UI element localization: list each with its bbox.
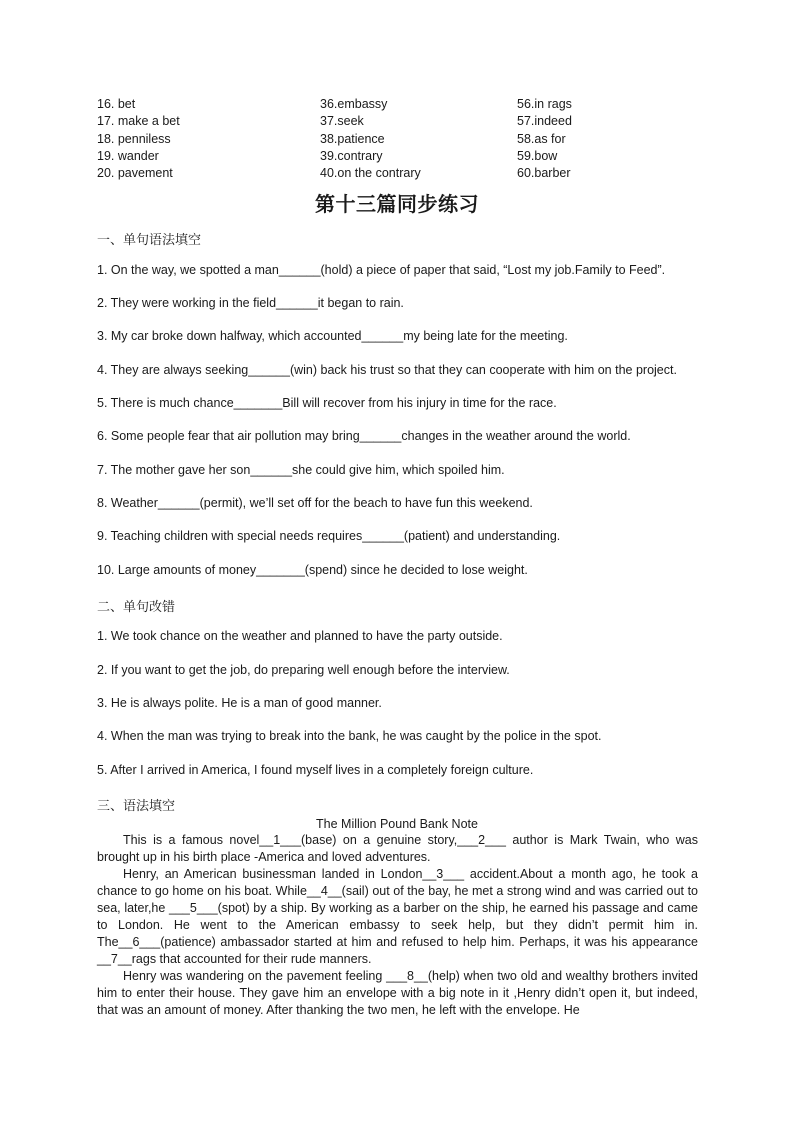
passage-paragraph: This is a famous novel__1___(base) on a genuine story,___2___ author is Mark Twain, who was brought up in his birth place -America and loved adventures.: [97, 833, 698, 864]
vocab-item: 39.contrary: [320, 148, 383, 163]
exercise-item: 7. The mother gave her son______she could give him, which spoiled him.: [97, 463, 505, 477]
correction-item: 1. We took chance on the weather and planned to have the party outside.: [97, 629, 503, 643]
vocab-column-3: [517, 96, 717, 182]
vocab-column-2: [320, 96, 517, 182]
vocab-item: 20. pavement: [97, 166, 173, 181]
vocab-item: 59.bow: [517, 148, 558, 163]
passage-paragraph: Henry was wandering on the pavement feeling ___8__(help) when two old and wealthy brothers invited him to enter their house. They gave him an envelope with a big note in it ,Henry didn’t open it, but indeed, that was an amount of money. After thanking the two men, he left with the envelope. He: [97, 969, 698, 1017]
passage-title: The Million Pound Bank Note: [316, 817, 478, 831]
page-title: 第十三篇同步练习: [315, 192, 479, 216]
correction-item: 2. If you want to get the job, do preparing well enough before the interview.: [97, 663, 510, 677]
correction-item: 3. He is always polite. He is a man of good manner.: [97, 696, 382, 710]
exercise-item: 8. Weather______(permit), we’ll set off for the beach to have fun this weekend.: [97, 496, 533, 510]
exercise-item: 1. On the way, we spotted a man______(hold) a piece of paper that said, “Lost my job.Family to Feed”.: [97, 263, 666, 277]
correction-item: 4. When the man was trying to break into the bank, he was caught by the police in the spot.: [97, 729, 602, 743]
vocab-item: 58.as for: [517, 131, 566, 146]
correction-item: 5. After I arrived in America, I found myself lives in a completely foreign culture.: [97, 763, 534, 777]
passage-body: [97, 832, 698, 1019]
vocab-item: 57.indeed: [517, 114, 572, 129]
passage-paragraph: Henry, an American businessman landed in London__3___ accident.About a month ago, he took a chance to go home on his boat. While__4__(sail) out of the bay, he met a strong wind and was carried out to sea, later,he ___5___(spot) by a ship. By working as a barber on the ship, he earned his passage and came to London. He went to the American embassy to seek help, but they didn’t permit him in. The__6___(patience) ambassador started at him and refused to help him. Perhaps, it was his appearance __7__rags that accounted for their rude manners.: [97, 867, 698, 966]
vocab-item: 40.on the contrary: [320, 166, 421, 181]
vocabulary-list: [97, 96, 717, 182]
exercise-item: 4. They are always seeking______(win) back his trust so that they can cooperate with him on the project.: [97, 363, 677, 377]
vocab-column-1: [97, 96, 320, 182]
vocab-item: 17. make a bet: [97, 114, 180, 129]
vocab-item: 37.seek: [320, 114, 364, 129]
section-heading-grammar-fill: 一、单句语法填空: [97, 232, 202, 247]
exercise-item: 10. Large amounts of money_______(spend) since he decided to lose weight.: [97, 563, 528, 577]
vocab-item: 16. bet: [97, 97, 136, 111]
exercise-item: 5. There is much chance_______Bill will recover from his injury in time for the race.: [97, 396, 557, 410]
vocab-item: 18. penniless: [97, 131, 171, 146]
exercise-item: 2. They were working in the field______it began to rain.: [97, 296, 404, 310]
vocab-item: 19. wander: [97, 148, 159, 163]
vocab-item: 38.patience: [320, 131, 385, 146]
exercise-item: 6. Some people fear that air pollution may bring______changes in the weather around the world.: [97, 429, 631, 443]
vocab-item: 56.in rags: [517, 97, 572, 111]
exercise-item: 9. Teaching children with special needs requires______(patient) and understanding.: [97, 529, 561, 543]
vocab-item: 60.barber: [517, 166, 571, 181]
section-heading-passage-fill: 三、语法填空: [97, 798, 176, 813]
section-heading-error-correction: 二、单句改错: [97, 599, 176, 614]
vocab-item: 36.embassy: [320, 97, 388, 111]
exercise-item: 3. My car broke down halfway, which accounted______my being late for the meeting.: [97, 329, 568, 343]
